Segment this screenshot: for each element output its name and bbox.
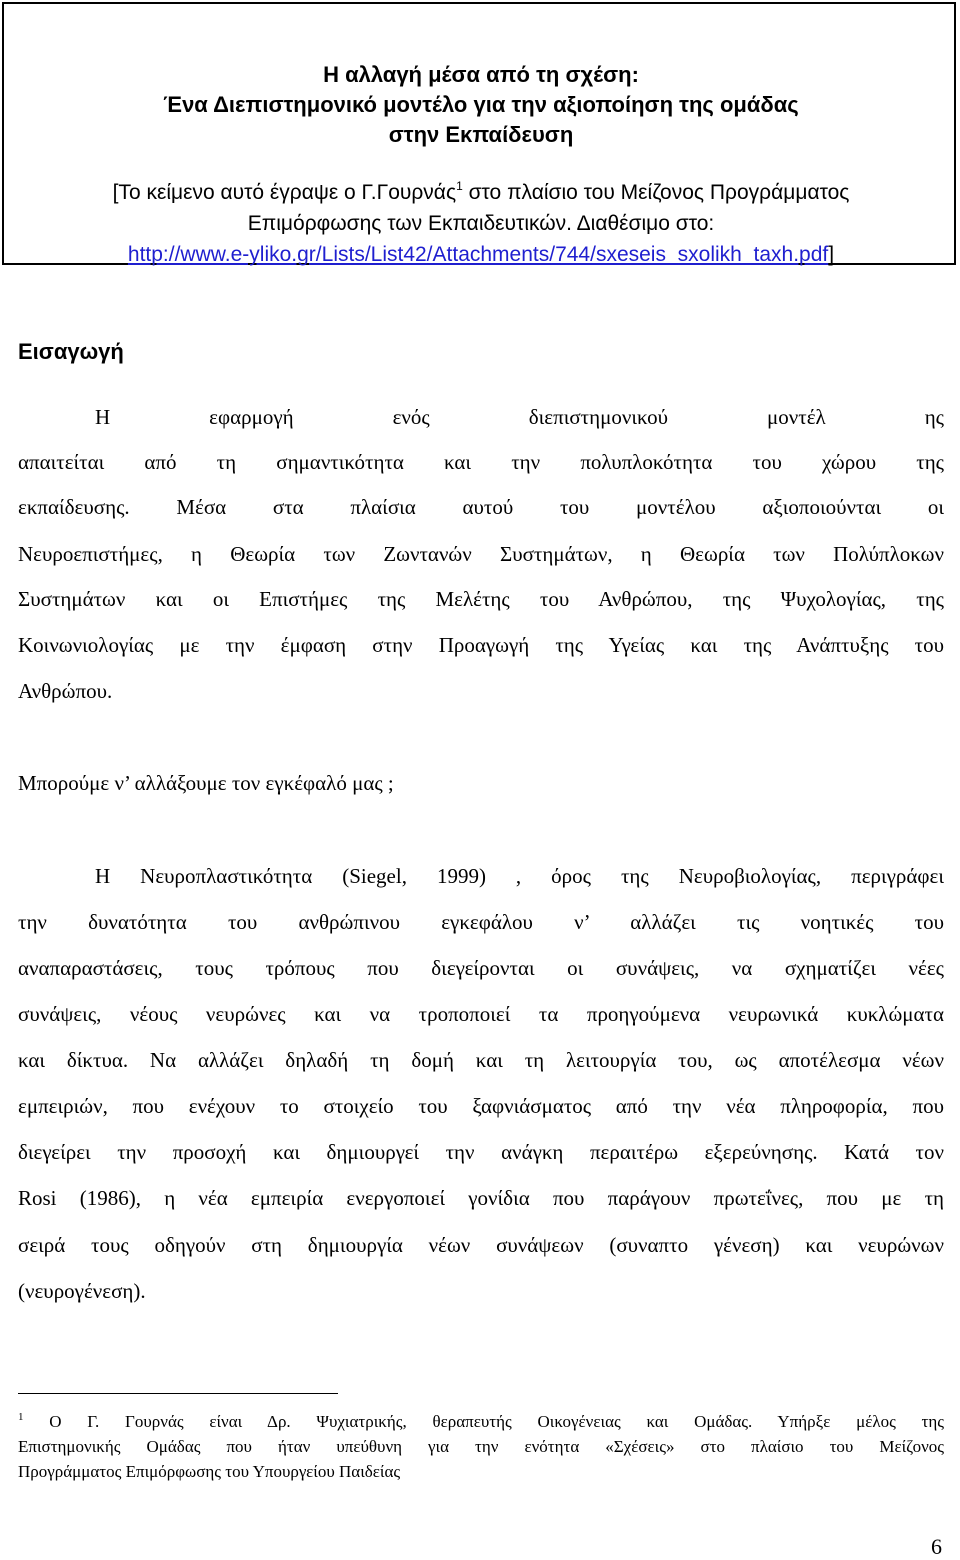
- brain-line-3: αναπαραστάσεις, τους τρόπους που διεγείρονται οι συνάψεις, να σχηματίζει νέες: [18, 956, 944, 980]
- footnote-rule: [18, 1393, 338, 1394]
- title-line-3: στην Εκπαίδευση: [388, 122, 574, 147]
- brain-line-4: συνάψεις, νέους νευρώνες και να τροποποιεί τα προηγούμενα νευρωνικά κυκλώματα: [18, 1002, 944, 1026]
- brain-line-5: και δίκτυα. Να αλλάζει δηλαδή τη δομή και τη λειτουργία του, ως αποτέλεσμα νέων: [18, 1048, 944, 1072]
- title-line-2: Ένα Διεπιστημονικό μοντέλο για την αξιοποίηση της ομάδας: [163, 92, 799, 117]
- source-line-2: Επιμόρφωσης των Εκπαιδευτικών. Διαθέσιμο στο:: [247, 212, 715, 235]
- section-heading-intro: Εισαγωγή: [18, 339, 124, 364]
- footnote-line-2: Επιστημονικής Ομάδας που ήταν υπεύθυνη για την ενότητα «Σχέσεις» στο πλαίσιο του Μείζονος: [18, 1437, 944, 1456]
- footnote-line-1: [18, 1411, 944, 1433]
- intro-line-1: Η εφαρμογή ενός διεπιστημονικού μοντέλ ης: [95, 405, 944, 429]
- brain-line-9: σειρά τους οδηγούν στη δημιουργία νέων συνάψεων (συναπτο γένεση) και νευρώνων: [18, 1233, 944, 1257]
- source-suffix: στο πλαίσιο του Μείζονος Προγράμματος: [468, 181, 850, 204]
- page-number: 6: [931, 1534, 942, 1559]
- brain-line-2: την δυνατότητα του ανθρώπινου εγκεφάλου ν’ αλλάζει τις νοητικές του: [18, 910, 944, 934]
- brain-line-8: Rosi (1986), η νέα εμπειρία ενεργοποιεί γονίδια που παράγουν πρωτεΐνες, που με τη: [18, 1186, 944, 1210]
- title-line-1: Η αλλαγή μέσα από τη σχέση:: [323, 62, 639, 87]
- intro-line-7: Ανθρώπου.: [18, 679, 113, 703]
- source-line-1: [4, 180, 958, 206]
- source-link[interactable]: http://www.e-yliko.gr/Lists/List42/Attachments/744/sxeseis_sxolikh_taxh.pdf: [127, 243, 829, 266]
- intro-line-5: Συστημάτων και οι Επιστήμες της Μελέτης του Ανθρώπου, της Ψυχολογίας, της: [18, 587, 944, 611]
- intro-line-3: εκπαίδευσης. Μέσα στα πλαίσια αυτού του μοντέλου αξιοποιούνται οι: [18, 495, 944, 519]
- source-line-3: [4, 242, 958, 268]
- footnote-text-1: Ο Γ. Γουρνάς είναι Δρ. Ψυχιατρικής, θεραπευτής Οικογένειας και Ομάδας. Υπήρξε μέλος της: [49, 1412, 944, 1431]
- brain-line-10: (νευρογένεση).: [18, 1279, 146, 1303]
- intro-line-6: Κοινωνιολογίας με την έμφαση στην Προαγωγή της Υγείας και της Ανάπτυξης του: [18, 633, 944, 657]
- brain-line-6: εμπειριών, που ενέχουν το στοιχείο του ξαφνιάσματος από την νέα πληροφορία, που: [18, 1094, 944, 1118]
- intro-line-2: απαιτείται από τη σημαντικότητα και την πολυπλοκότητα του χώρου της: [18, 450, 944, 474]
- brain-line-7: διεγείρει την προσοχή και δημιουργεί την ανάγκη περαιτέρω εξερεύνησης. Κατά τον: [18, 1140, 944, 1164]
- source-close: ]: [828, 243, 835, 266]
- source-prefix: [Το κείμενο αυτό έγραψε ο Γ.Γουρνάς: [112, 181, 457, 204]
- intro-line-4: Νευροεπιστήμες, η Θεωρία των Ζωντανών Συστημάτων, η Θεωρία των Πολύπλοκων: [18, 542, 944, 566]
- footnote-line-3: Προγράμματος Επιμόρφωσης του Υπουργείου Παιδείας: [18, 1462, 401, 1481]
- footnote-ref[interactable]: 1: [456, 179, 463, 193]
- section-heading-brain: Μπορούμε ν’ αλλάξουμε τον εγκέφαλό μας ;: [18, 771, 394, 795]
- footnote-number: 1: [18, 1411, 24, 1423]
- brain-line-1: Η Νευροπλαστικότητα (Siegel, 1999) , όρος της Νευροβιολογίας, περιγράφει: [95, 864, 944, 888]
- header-box: [2, 2, 956, 265]
